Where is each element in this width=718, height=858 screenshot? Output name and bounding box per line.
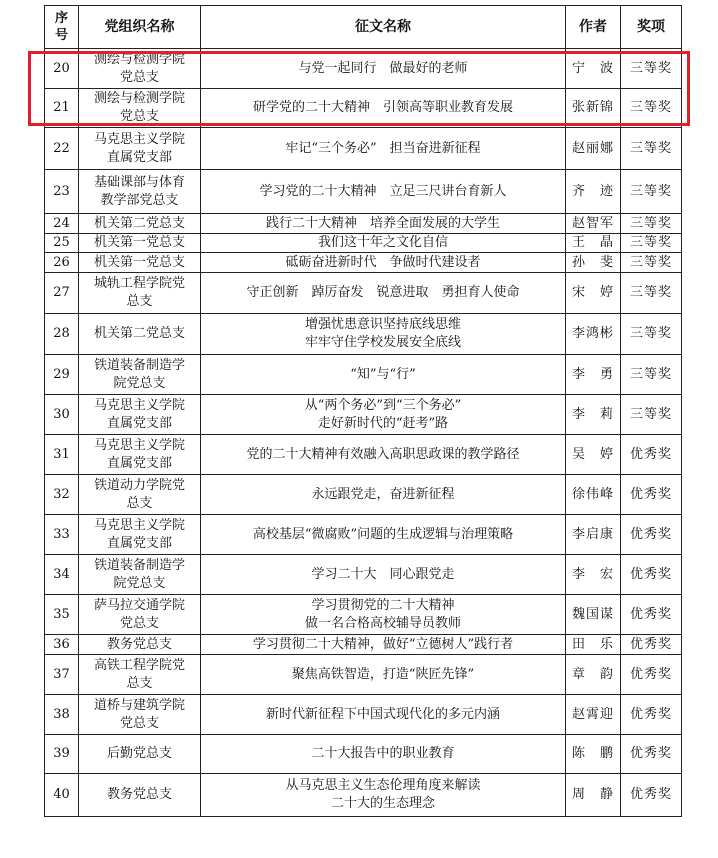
author-name: 田 乐 — [566, 635, 621, 655]
row-number: 22 — [45, 128, 79, 170]
org-name-line: 党总支 — [119, 109, 159, 124]
award-level: 优秀奖 — [621, 735, 682, 774]
table-row — [45, 49, 682, 89]
org-name-line: 教务党总支 — [106, 636, 172, 652]
essay-title — [201, 314, 566, 355]
org-name — [79, 515, 201, 555]
award-level: 优秀奖 — [621, 655, 682, 695]
award-level: 优秀奖 — [621, 595, 682, 635]
award-level: 三等奖 — [621, 89, 682, 128]
table-row — [45, 273, 682, 314]
essay-title — [201, 170, 566, 214]
org-name-line: 直属党支部 — [106, 149, 172, 165]
table-row — [45, 214, 682, 234]
org-name-line: 测绘与检测学院 — [93, 91, 185, 106]
essay-title — [201, 234, 566, 253]
row-number: 31 — [45, 435, 79, 475]
essay-title — [201, 435, 566, 475]
essay-title-line: 聚焦高铁智造，打造“陕匠先锋” — [291, 666, 475, 682]
essay-title — [201, 774, 566, 817]
row-number: 27 — [45, 273, 79, 314]
org-name-line: 基础课部与体育 — [93, 174, 185, 190]
table-row — [45, 355, 682, 395]
table-body — [45, 49, 682, 817]
row-number: 21 — [45, 89, 79, 128]
org-name — [79, 314, 201, 355]
org-name-line: 教务党总支 — [106, 787, 172, 802]
author-name: 吴 婷 — [566, 435, 621, 475]
essay-title — [201, 515, 566, 555]
table-row — [45, 253, 682, 273]
table-row — [45, 515, 682, 555]
org-name-line: 铁道装备制造学 — [93, 357, 185, 373]
author-name: 王 晶 — [566, 234, 621, 253]
row-number: 20 — [45, 49, 79, 89]
org-name — [79, 253, 201, 273]
header-title: 征文名称 — [201, 6, 566, 49]
essay-title — [201, 214, 566, 234]
org-name-line: 铁道动力学院党 — [93, 477, 185, 493]
org-name — [79, 273, 201, 314]
essay-title-line: 研学党的二十大精神 引领高等职业教育发展 — [252, 100, 513, 115]
table-row — [45, 234, 682, 253]
org-name — [79, 435, 201, 475]
author-name: 周 静 — [566, 774, 621, 817]
author-name: 宁 波 — [566, 49, 621, 89]
org-name-line: 测绘与检测学院 — [93, 51, 185, 67]
award-level: 三等奖 — [621, 128, 682, 170]
essay-title-line: 新时代新征程下中国式现代化的多元内涵 — [265, 706, 500, 722]
author-name: 赵霄迎 — [566, 695, 621, 735]
table-row — [45, 314, 682, 355]
org-name — [79, 655, 201, 695]
org-name-line: 马克思主义学院 — [93, 517, 185, 533]
essay-title-line: 砥砺奋进新时代 争做时代建设者 — [285, 254, 481, 270]
row-number: 33 — [45, 515, 79, 555]
author-name: 李 莉 — [566, 395, 621, 435]
essay-title-line: 高校基层“微腐败”问题的生成逻辑与治理策略 — [252, 526, 514, 542]
row-number: 23 — [45, 170, 79, 214]
award-list-sheet — [44, 5, 681, 817]
org-name-line: 马克思主义学院 — [93, 437, 185, 453]
table-row — [45, 735, 682, 774]
essay-title-line: 增强忧患意识坚持底线思维 — [304, 317, 461, 332]
award-level: 优秀奖 — [621, 555, 682, 595]
award-level: 优秀奖 — [621, 515, 682, 555]
row-number: 39 — [45, 735, 79, 774]
org-name — [79, 595, 201, 635]
award-level: 三等奖 — [621, 273, 682, 314]
award-level: 优秀奖 — [621, 695, 682, 735]
row-number: 24 — [45, 214, 79, 234]
award-level: 优秀奖 — [621, 774, 682, 817]
essay-title-line: 践行二十大精神 培养全面发展的大学生 — [265, 215, 500, 231]
org-name-line: 机关第二党总支 — [93, 215, 185, 231]
table-row — [45, 635, 682, 655]
table-row — [45, 695, 682, 735]
award-level: 三等奖 — [621, 395, 682, 435]
author-name: 李鸿彬 — [566, 314, 621, 355]
essay-title-line: 学习贯彻二十大精神，做好“立德树人”践行者 — [252, 636, 514, 652]
org-name-line: 直属党支部 — [106, 415, 172, 431]
table-row — [45, 435, 682, 475]
row-number: 28 — [45, 314, 79, 355]
award-level: 优秀奖 — [621, 435, 682, 475]
table-row — [45, 595, 682, 635]
essay-title-line: 与党一起同行 做最好的老师 — [298, 60, 468, 76]
award-level: 三等奖 — [621, 253, 682, 273]
essay-title — [201, 128, 566, 170]
author-name: 赵智军 — [566, 214, 621, 234]
essay-title — [201, 89, 566, 128]
org-name-line: 院党总支 — [113, 375, 166, 391]
row-number: 29 — [45, 355, 79, 395]
table-row — [45, 395, 682, 435]
org-name-line: 党总支 — [119, 615, 159, 631]
award-level: 优秀奖 — [621, 635, 682, 655]
header-award: 奖项 — [621, 6, 682, 49]
essay-title-line: 做一名合格高校辅导员教师 — [304, 615, 461, 631]
org-name — [79, 128, 201, 170]
org-name — [79, 635, 201, 655]
essay-title-line: 学习二十大 同心跟党走 — [311, 566, 455, 582]
org-name-line: 萨马拉交通学院 — [93, 597, 185, 613]
org-name-line: 道桥与建筑学院 — [93, 697, 185, 713]
essay-title — [201, 655, 566, 695]
essay-title — [201, 49, 566, 89]
org-name-line: 机关第一党总支 — [93, 254, 185, 270]
org-name-line: 直属党支部 — [106, 455, 172, 471]
org-name-line: 党总支 — [119, 69, 159, 85]
author-name: 李启康 — [566, 515, 621, 555]
org-name-line: 马克思主义学院 — [93, 397, 185, 413]
org-name — [79, 475, 201, 515]
author-name: 徐伟峰 — [566, 475, 621, 515]
essay-title-line: 从马克思主义生态伦理角度来解读 — [285, 778, 481, 793]
row-number: 34 — [45, 555, 79, 595]
essay-title — [201, 273, 566, 314]
row-number: 40 — [45, 774, 79, 817]
author-name: 李 勇 — [566, 355, 621, 395]
header-row — [45, 6, 682, 49]
author-name: 陈 鹏 — [566, 735, 621, 774]
author-name: 齐 迹 — [566, 170, 621, 214]
row-number: 32 — [45, 475, 79, 515]
essay-title-line: 牢记“三个务必” 担当奋进新征程 — [285, 140, 481, 156]
row-number: 35 — [45, 595, 79, 635]
table-row — [45, 128, 682, 170]
essay-title — [201, 635, 566, 655]
essay-title-line: 从“两个务必”到“三个务必” — [304, 397, 462, 413]
org-name — [79, 214, 201, 234]
author-name: 孙 斐 — [566, 253, 621, 273]
essay-title — [201, 735, 566, 774]
org-name-line: 院党总支 — [113, 575, 166, 591]
org-name — [79, 49, 201, 89]
header-org: 党组织名称 — [79, 6, 201, 49]
essay-title-line: 学习党的二十大精神 立足三尺讲台育新人 — [259, 183, 507, 199]
essay-title-line: 守正创新 踔厉奋发 锐意进取 勇担育人使命 — [246, 285, 520, 300]
essay-title — [201, 555, 566, 595]
essay-title — [201, 695, 566, 735]
org-name — [79, 355, 201, 395]
org-name — [79, 395, 201, 435]
essay-title-line: “知”与“行” — [350, 366, 416, 382]
table-row — [45, 774, 682, 817]
row-number: 30 — [45, 395, 79, 435]
essay-title-line: 二十大的生态理念 — [330, 796, 435, 811]
award-level: 三等奖 — [621, 214, 682, 234]
row-number: 38 — [45, 695, 79, 735]
award-level: 三等奖 — [621, 49, 682, 89]
award-level: 三等奖 — [621, 355, 682, 395]
table-row — [45, 475, 682, 515]
org-name — [79, 89, 201, 128]
essay-title-line: 我们这十年之文化自信 — [317, 235, 448, 250]
author-name: 宋 婷 — [566, 273, 621, 314]
author-name: 张新锦 — [566, 89, 621, 128]
header-author: 作者 — [566, 6, 621, 49]
essay-title — [201, 395, 566, 435]
award-level: 三等奖 — [621, 314, 682, 355]
essay-title-line: 牢牢守住学校发展安全底线 — [304, 335, 461, 350]
org-name-line: 直属党支部 — [106, 535, 172, 551]
author-name: 魏国谋 — [566, 595, 621, 635]
essay-title-line: 学习贯彻党的二十大精神 — [311, 597, 455, 613]
org-name-line: 城轨工程学院党 — [93, 276, 185, 291]
award-level: 三等奖 — [621, 234, 682, 253]
header-no: 序号 — [45, 6, 79, 49]
essay-title-line: 二十大报告中的职业教育 — [311, 746, 455, 761]
org-name-line: 机关第一党总支 — [93, 235, 185, 250]
org-name-line: 总支 — [126, 495, 153, 511]
award-table — [44, 5, 682, 817]
org-name-line: 铁道装备制造学 — [93, 557, 185, 573]
essay-title — [201, 355, 566, 395]
org-name-line: 后勤党总支 — [106, 746, 172, 761]
author-name: 赵丽娜 — [566, 128, 621, 170]
org-name-line: 教学部党总支 — [100, 192, 179, 208]
org-name-line: 党总支 — [119, 715, 159, 731]
essay-title-line: 永远跟党走，奋进新征程 — [311, 486, 455, 502]
table-row — [45, 555, 682, 595]
org-name-line: 高铁工程学院党 — [93, 657, 185, 673]
row-number: 25 — [45, 234, 79, 253]
essay-title-line: 走好新时代的“赶考”路 — [317, 415, 449, 431]
org-name-line: 总支 — [126, 294, 153, 309]
org-name-line: 马克思主义学院 — [93, 131, 185, 147]
row-number: 36 — [45, 635, 79, 655]
table-row — [45, 89, 682, 128]
award-level: 优秀奖 — [621, 475, 682, 515]
row-number: 37 — [45, 655, 79, 695]
table-row — [45, 170, 682, 214]
org-name — [79, 170, 201, 214]
org-name — [79, 555, 201, 595]
table-row — [45, 655, 682, 695]
org-name — [79, 735, 201, 774]
org-name-line: 总支 — [126, 675, 153, 691]
essay-title — [201, 595, 566, 635]
row-number: 26 — [45, 253, 79, 273]
org-name — [79, 234, 201, 253]
essay-title — [201, 253, 566, 273]
author-name: 章 韵 — [566, 655, 621, 695]
essay-title-line: 党的二十大精神有效融入高职思政课的教学路径 — [246, 446, 520, 462]
award-level: 三等奖 — [621, 170, 682, 214]
org-name-line: 机关第二党总支 — [93, 326, 185, 341]
essay-title — [201, 475, 566, 515]
org-name — [79, 774, 201, 817]
author-name: 李 宏 — [566, 555, 621, 595]
org-name — [79, 695, 201, 735]
